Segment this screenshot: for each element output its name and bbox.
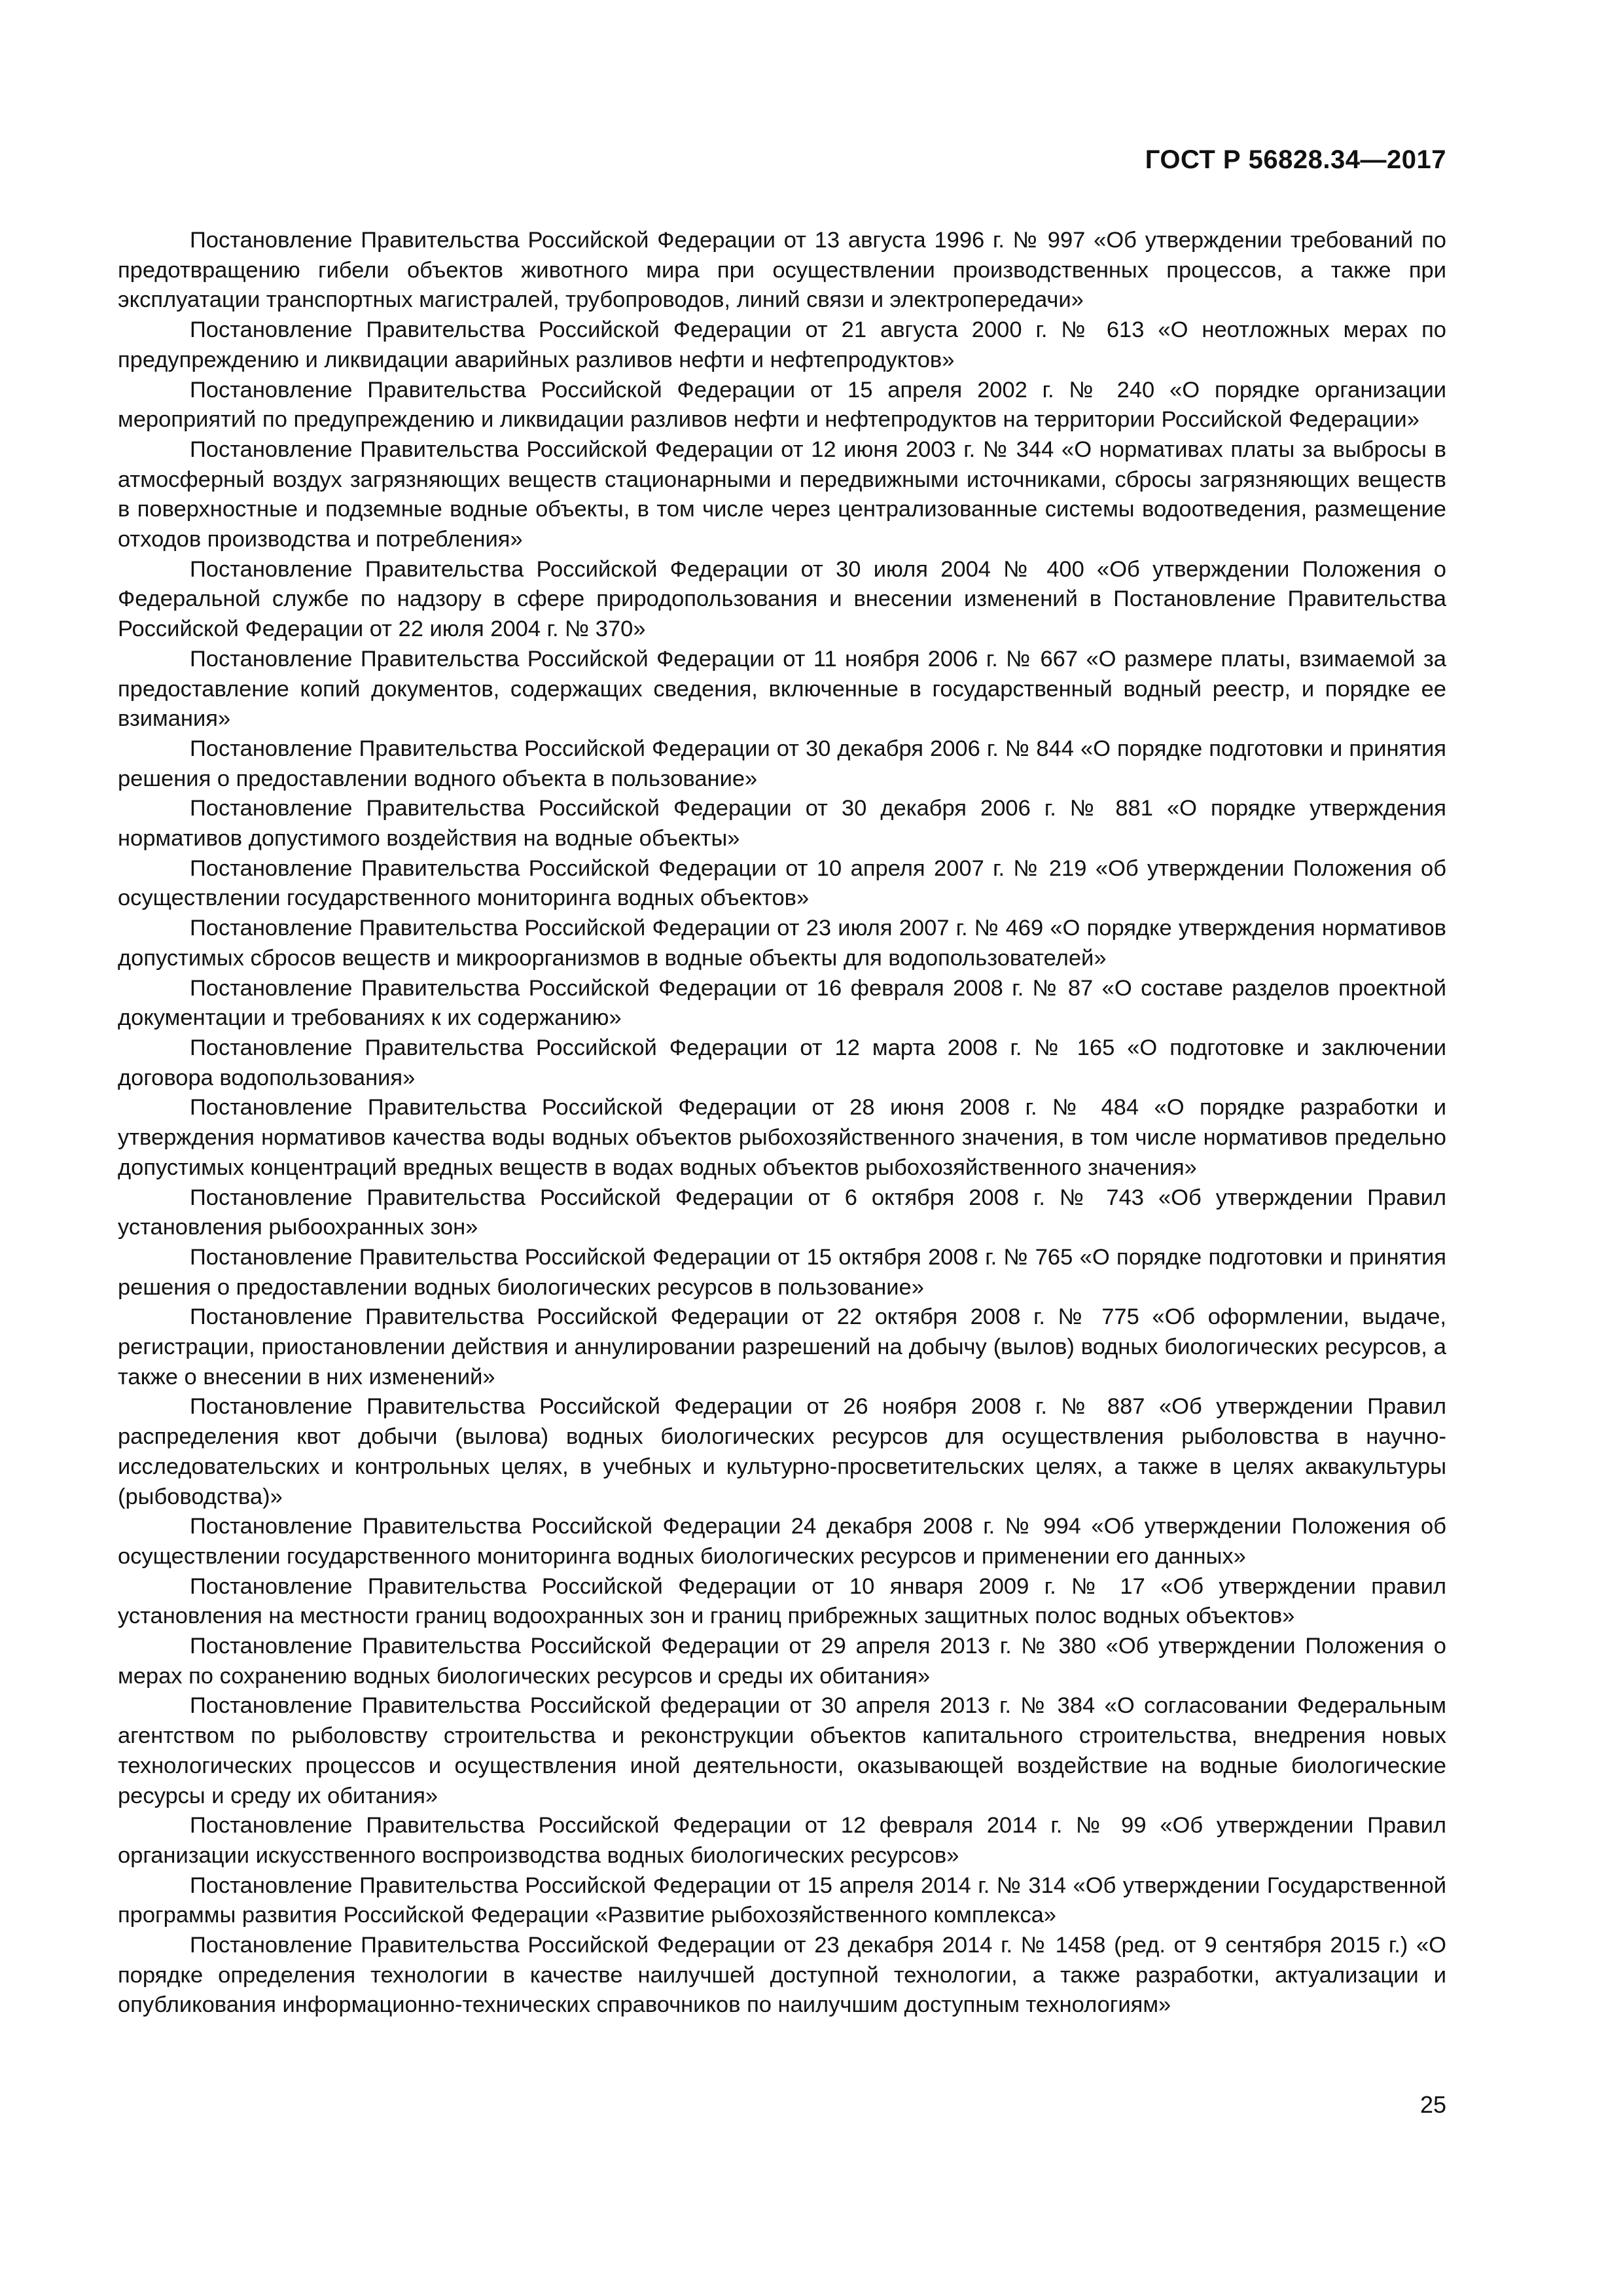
- list-item: Постановление Правительства Российской Федерации от 16 февраля 2008 г. № 87 «О составе разделов проектной документации и требованиях к их содержанию»: [118, 975, 1446, 1031]
- list-item: Постановление Правительства Российской Федерации от 13 августа 1996 г. № 997 «Об утверждении требований по предотвращению гибели объектов животного мира при осуществлении производственных процессов, а также при эксплуатации транспортных магистралей, трубопроводов, линий связи и электропередачи»: [118, 228, 1446, 313]
- list-item: Постановление Правительства Российской Федерации от 12 февраля 2014 г. № 99 «Об утверждении Правил организации искусственного воспроизводства водных биологических ресурсов»: [118, 1813, 1446, 1868]
- standard-designation: ГОСТ Р 56828.34—2017: [1145, 145, 1446, 174]
- list-item: Постановление Правительства Российской федерации от 30 апреля 2013 г. № 384 «О согласовании Федеральным агентством по рыболовству строительства и реконструкции объектов капитального строительства, внедрения новых технологических процессов и осуществления иной деятельности, оказывающей воздействие на водные биологические ресурсы и среду их обитания»: [118, 1693, 1446, 1808]
- list-item: Постановление Правительства Российской Федерации от 30 декабря 2006 г. № 844 «О порядке подготовки и принятия решения о предоставлении водного объекта в пользование»: [118, 736, 1446, 791]
- list-item: Постановление Правительства Российской Федерации от 12 июня 2003 г. № 344 «О нормативах платы за выбросы в атмосферный воздух загрязняющих веществ стационарными и передвижными источниками, сбросы загрязняющих веществ в поверхностные и подземные водные объекты, в том числе через централизованные системы водоотведения, размещение отходов производства и потребления»: [118, 437, 1446, 552]
- list-item: Постановление Правительства Российской Федерации от 22 октября 2008 г. № 775 «Об оформлении, выдаче, регистрации, приостановлении действия и аннулировании разрешений на добычу (вылов) водных биологических ресурсов, а также о внесении в них изменений»: [118, 1304, 1446, 1390]
- list-item: Постановление Правительства Российской Федерации от 15 апреля 2002 г. № 240 «О порядке организации мероприятий по предупреждению и ликвидации разливов нефти и нефтепродуктов на территории Российской Федерации»: [118, 377, 1446, 433]
- list-item: Постановление Правительства Российской Федерации от 26 ноября 2008 г. № 887 «Об утверждении Правил распределения квот добычи (вылова) водных биологических ресурсов для осуществления рыболовства в научно-исследовательских и контрольных целях, в учебных и культурно-просветительских целях, а также в целях аквакультуры (рыбоводства)»: [118, 1394, 1446, 1509]
- list-item: Постановление Правительства Российской Федерации от 6 октября 2008 г. № 743 «Об утверждении Правил установления рыбоохранных зон»: [118, 1185, 1446, 1240]
- list-item: Постановление Правительства Российской Федерации от 30 июля 2004 № 400 «Об утверждении Положения о Федеральной службе по надзору в сфере природопользования и внесении изменений в Постановление Правительства Российской Федерации от 22 июля 2004 г. № 370»: [118, 556, 1446, 642]
- list-item: Постановление Правительства Российской Федерации от 29 апреля 2013 г. № 380 «Об утверждении Положения о мерах по сохранению водных биологических ресурсов и среды их обитания»: [118, 1634, 1446, 1689]
- list-item: Постановление Правительства Российской Федерации от 11 ноября 2006 г. № 667 «О размере платы, взимаемой за предоставление копий документов, содержащих сведения, включенные в государственный водный реестр, и порядке ее взимания»: [118, 646, 1446, 732]
- list-item: Постановление Правительства Российской Федерации от 10 апреля 2007 г. № 219 «Об утверждении Положения об осуществлении государственного мониторинга водных объектов»: [118, 855, 1446, 911]
- list-item: Постановление Правительства Российской Федерации от 28 июня 2008 г. № 484 «О порядке разработки и утверждения нормативов качества воды водных объектов рыбохозяйственного значения, в том числе нормативов предельно допустимых концентраций вредных веществ в водах водных объектов рыбохозяйственного значения»: [118, 1095, 1446, 1180]
- document-body: [118, 226, 1446, 2020]
- list-item: Постановление Правительства Российской Федерации 24 декабря 2008 г. № 994 «Об утверждении Положения об осуществлении государственного мониторинга водных биологических ресурсов и применении его данных»: [118, 1514, 1446, 1569]
- list-item: Постановление Правительства Российской Федерации от 23 июля 2007 г. № 469 «О порядке утверждения нормативов допустимых сбросов веществ и микроорганизмов в водные объекты для водопользователей»: [118, 916, 1446, 971]
- list-item: Постановление Правительства Российской Федерации от 15 октября 2008 г. № 765 «О порядке подготовки и принятия решения о предоставлении водных биологических ресурсов в пользование»: [118, 1244, 1446, 1300]
- list-item: Постановление Правительства Российской Федерации от 30 декабря 2006 г. № 881 «О порядке утверждения нормативов допустимого воздействия на водные объекты»: [118, 796, 1446, 852]
- list-item: Постановление Правительства Российской Федерации от 12 марта 2008 г. № 165 «О подготовке и заключении договора водопользования»: [118, 1035, 1446, 1090]
- list-item: Постановление Правительства Российской Федерации от 23 декабря 2014 г. № 1458 (ред. от 9 сентября 2015 г.) «О порядке определения технологии в качестве наилучшей доступной технологии, а также разработки, актуализации и опубликования информационно-технических справочников по наилучшим доступным технологиям»: [118, 1933, 1446, 2018]
- page-number: 25: [1419, 2091, 1446, 2118]
- list-item: Постановление Правительства Российской Федерации от 10 января 2009 г. № 17 «Об утверждении правил установления на местности границ водоохранных зон и границ прибрежных защитных полос водных объектов»: [118, 1573, 1446, 1629]
- list-item: Постановление Правительства Российской Федерации от 15 апреля 2014 г. № 314 «Об утверждении Государственной программы развития Российской Федерации «Развитие рыбохозяйственного комплекса»: [118, 1873, 1446, 1928]
- list-item: Постановление Правительства Российской Федерации от 21 августа 2000 г. № 613 «О неотложных мерах по предупреждению и ликвидации аварийных разливов нефти и нефтепродуктов»: [118, 317, 1446, 372]
